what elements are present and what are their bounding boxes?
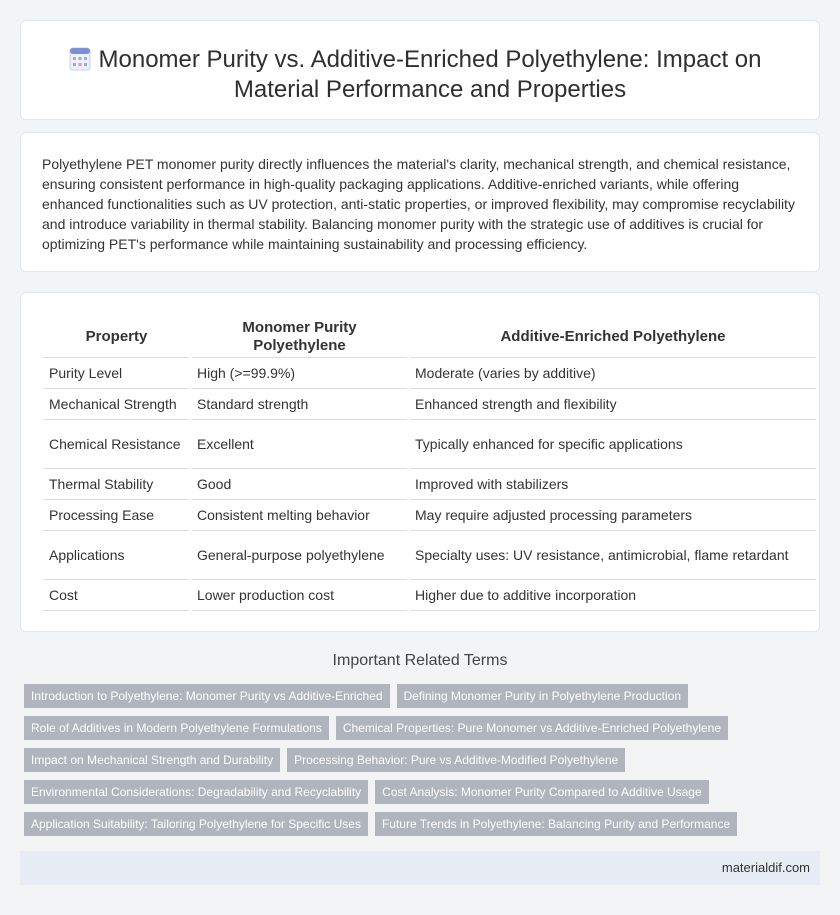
table-row xyxy=(44,389,816,420)
table-cell: Mechanical Strength xyxy=(44,389,189,420)
related-terms-list xyxy=(24,684,824,844)
tag-row xyxy=(24,812,824,836)
table-cell: High (>=99.9%) xyxy=(192,358,407,389)
footer-bar xyxy=(20,851,820,885)
table-cell: General-purpose polyethylene xyxy=(192,531,407,580)
page-title: Monomer Purity vs. Additive-Enriched Polyethylene: Impact on Material Performance and Properties xyxy=(98,46,762,103)
table-cell: Higher due to additive incorporation xyxy=(410,580,816,611)
table-row xyxy=(44,580,816,611)
table-row xyxy=(44,469,816,500)
header-monomer-purity: Monomer Purity Polyethylene xyxy=(192,315,407,358)
table-cell: Specialty uses: UV resistance, antimicrobial, flame retardant xyxy=(410,531,816,580)
footer-site-link[interactable]: materialdif.com xyxy=(721,860,810,875)
related-term-tag[interactable]: Future Trends in Polyethylene: Balancing Purity and Performance xyxy=(375,812,737,836)
related-term-tag[interactable]: Defining Monomer Purity in Polyethylene Production xyxy=(397,684,688,708)
table-row xyxy=(44,420,816,469)
table-cell: Lower production cost xyxy=(192,580,407,611)
table-cell: Excellent xyxy=(192,420,407,469)
table-cell: Standard strength xyxy=(192,389,407,420)
related-term-tag[interactable]: Cost Analysis: Monomer Purity Compared to Additive Usage xyxy=(375,780,708,804)
related-term-tag[interactable]: Chemical Properties: Pure Monomer vs Additive-Enriched Polyethylene xyxy=(336,716,728,740)
header-property: Property xyxy=(44,315,189,358)
table-cell: Applications xyxy=(44,531,189,580)
tag-row xyxy=(24,748,824,772)
related-term-tag[interactable]: Environmental Considerations: Degradability and Recyclability xyxy=(24,780,368,804)
comparison-table-card xyxy=(20,292,820,632)
table-cell: Cost xyxy=(44,580,189,611)
table-header-row xyxy=(44,315,816,358)
related-term-tag[interactable]: Application Suitability: Tailoring Polyethylene for Specific Uses xyxy=(24,812,368,836)
table-cell: Thermal Stability xyxy=(44,469,189,500)
table-cell: Improved with stabilizers xyxy=(410,469,816,500)
table-row xyxy=(44,531,816,580)
summary-card xyxy=(20,132,820,272)
table-cell: Consistent melting behavior xyxy=(192,500,407,531)
related-term-tag[interactable]: Impact on Mechanical Strength and Durability xyxy=(24,748,280,772)
comparison-table xyxy=(41,315,819,611)
table-cell: Typically enhanced for specific applications xyxy=(410,420,816,469)
table-cell: Purity Level xyxy=(44,358,189,389)
tag-row xyxy=(24,684,824,708)
tag-row xyxy=(24,716,824,740)
header-additive-enriched: Additive-Enriched Polyethylene xyxy=(410,315,816,358)
related-terms-heading: Important Related Terms xyxy=(332,652,508,669)
related-term-tag[interactable]: Role of Additives in Modern Polyethylene Formulations xyxy=(24,716,329,740)
table-cell: May require adjusted processing parameters xyxy=(410,500,816,531)
table-cell: Enhanced strength and flexibility xyxy=(410,389,816,420)
table-cell: Moderate (varies by additive) xyxy=(410,358,816,389)
related-term-tag[interactable]: Introduction to Polyethylene: Monomer Purity vs Additive-Enriched xyxy=(24,684,390,708)
table-cell: Good xyxy=(192,469,407,500)
table-cell: Processing Ease xyxy=(44,500,189,531)
title-card xyxy=(20,20,820,120)
related-term-tag[interactable]: Processing Behavior: Pure vs Additive-Modified Polyethylene xyxy=(287,748,625,772)
table-cell: Chemical Resistance xyxy=(44,420,189,469)
table-row xyxy=(44,500,816,531)
table-row xyxy=(44,358,816,389)
summary-text: Polyethylene PET monomer purity directly influences the material's clarity, mechanical strength, and chemical resistance, ensuring consistent performance in high-quality packaging applications. Additive-enriched variants, while offering enhanced functionalities such as UV protection, anti-static properties, or improved flexibility, may compromise recyclability and introduce variability in thermal stability. Balancing monomer purity with the strategic use of additives is crucial for optimizing PET's performance while maintaining sustainability and processing efficiency. xyxy=(42,156,795,252)
tag-row xyxy=(24,780,824,804)
